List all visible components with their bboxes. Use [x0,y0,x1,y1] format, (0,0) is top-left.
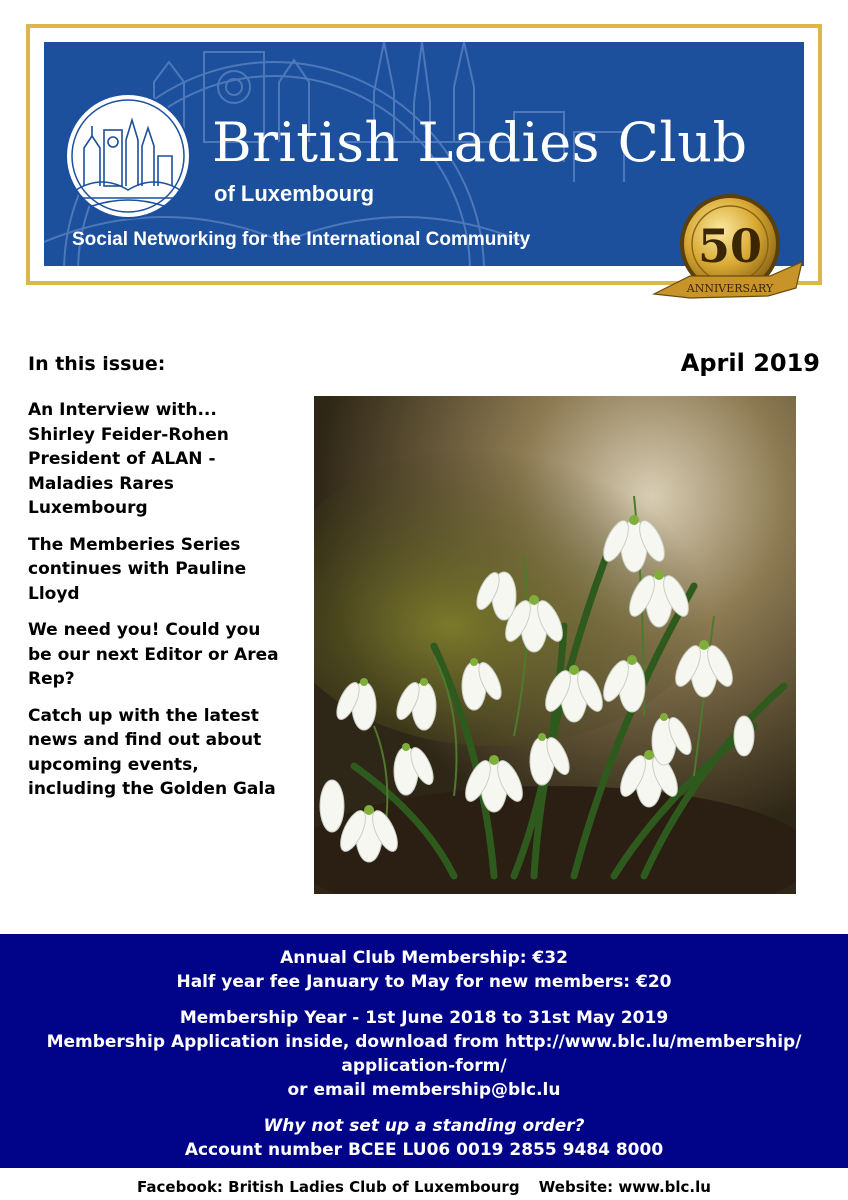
issue-date: April 2019 [680,349,820,377]
membership-year-line: Membership Year - 1st June 2018 to 31st May 2019 [179,1008,669,1028]
standing-order-line: Why not set up a standing order? [263,1116,585,1136]
issue-item-interview: An Interview with... Shirley Feider-Rohen President of ALAN - Maladies Rares Luxembourg [28,400,229,518]
anniversary-seal-icon [650,192,806,318]
website-link[interactable]: Website: www.blc.lu [538,1178,711,1196]
annual-fee-line: Annual Club Membership: €32 [280,948,568,968]
issue-contents-list [28,398,288,814]
account-number-line: Account number BCEE LU06 0019 2855 9484 8000 [184,1140,664,1160]
snowdrops-photo [314,396,796,894]
tagline: Social Networking for the International Community [72,229,531,250]
application-link-line-2[interactable]: application-form/ [341,1056,507,1076]
club-title: British Ladies Club [212,111,748,174]
issue-item-news: Catch up with the latest news and find out about upcoming events, including the Golden Gala [28,705,276,799]
issue-item-volunteers: We need you! Could you be our next Editor or Area Rep? [28,620,279,689]
club-subtitle: of Luxembourg [214,181,375,206]
application-link-line-1[interactable]: Membership Application inside, download from http://www.blc.lu/membership/ [46,1032,802,1052]
seal-ribbon-text: ANNIVERSARY [686,282,774,295]
membership-info-box [0,934,848,1168]
seal-number: 50 [697,219,763,273]
facebook-link[interactable]: Facebook: British Ladies Club of Luxembourg [137,1178,520,1196]
issue-item-memberies: The Memberies Series continues with Pauline Lloyd [28,534,247,604]
footer [0,1177,848,1197]
in-this-issue-heading: In this issue: [28,353,166,375]
half-year-fee-line: Half year fee January to May for new members: €20 [176,972,672,992]
club-logo-icon [62,90,194,222]
membership-email-line[interactable]: or email membership@blc.lu [287,1080,561,1100]
